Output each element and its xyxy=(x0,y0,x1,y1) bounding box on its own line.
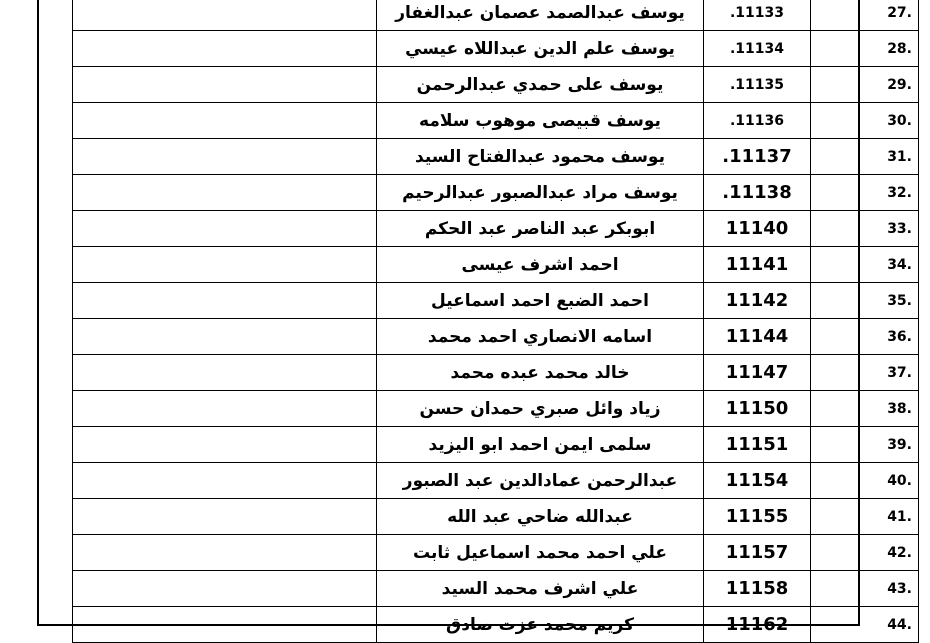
student-name-cell xyxy=(377,535,704,571)
student-id-cell xyxy=(704,247,811,283)
row-number-cell xyxy=(811,31,919,67)
table-row xyxy=(73,31,919,67)
blank-cell xyxy=(73,139,377,175)
student-id-cell xyxy=(704,211,811,247)
student-name: اسامه الانصاري احمد محمد xyxy=(427,326,653,347)
student-name-cell xyxy=(377,391,704,427)
table-row xyxy=(73,535,919,571)
blank-cell xyxy=(73,571,377,607)
row-number-cell xyxy=(811,0,919,31)
roster-body xyxy=(73,0,919,643)
row-number-cell xyxy=(811,535,919,571)
student-name: خالد محمد عبده محمد xyxy=(450,362,630,383)
blank-cell xyxy=(73,67,377,103)
student-name: يوسف محمود عبدالفتاح السيد xyxy=(415,146,665,167)
row-number: 35. xyxy=(887,292,912,309)
student-id-cell xyxy=(704,355,811,391)
row-number: 42. xyxy=(887,544,912,561)
blank-cell xyxy=(73,211,377,247)
row-number: 34. xyxy=(887,256,912,273)
student-id-cell xyxy=(704,175,811,211)
blank-cell xyxy=(73,31,377,67)
student-name: احمد اشرف عيسى xyxy=(461,254,619,275)
row-number-cell xyxy=(811,463,919,499)
row-number: 43. xyxy=(887,580,912,597)
row-number-cell xyxy=(811,175,919,211)
row-number-cell xyxy=(811,67,919,103)
blank-cell xyxy=(73,0,377,31)
table-row xyxy=(73,571,919,607)
row-number: 41. xyxy=(887,508,912,525)
student-name: عبدالله ضاحي عبد الله xyxy=(447,506,633,527)
row-number: 31. xyxy=(887,148,912,165)
student-name-cell xyxy=(377,139,704,175)
blank-cell xyxy=(73,607,377,643)
blank-cell xyxy=(73,319,377,355)
row-number: 36. xyxy=(887,328,912,345)
row-number: 37. xyxy=(887,364,912,381)
student-name: كريم محمد عزت صادق xyxy=(446,614,634,635)
student-name-cell xyxy=(377,571,704,607)
student-name-cell xyxy=(377,355,704,391)
student-name: سلمى ايمن احمد ابو اليزيد xyxy=(428,434,652,455)
student-id-cell xyxy=(704,319,811,355)
student-name: علي اشرف محمد السيد xyxy=(441,578,639,599)
student-id-cell xyxy=(704,571,811,607)
row-number-cell xyxy=(811,427,919,463)
row-number: 33. xyxy=(887,220,912,237)
student-id-cell xyxy=(704,463,811,499)
student-name: يوسف عبدالصمد عصمان عبدالغفار xyxy=(395,2,685,23)
table-row xyxy=(73,607,919,643)
row-number-cell xyxy=(811,211,919,247)
student-name-cell xyxy=(377,31,704,67)
table-row xyxy=(73,283,919,319)
student-id-cell xyxy=(704,103,811,139)
student-id: 11142 xyxy=(725,290,789,311)
student-name-cell xyxy=(377,67,704,103)
student-id: 11157 xyxy=(725,542,789,563)
table-row xyxy=(73,427,919,463)
row-number-cell xyxy=(811,391,919,427)
student-name: يوسف علم الدين عبداللاه عيسي xyxy=(405,38,675,59)
student-name-cell xyxy=(377,211,704,247)
student-name-cell xyxy=(377,283,704,319)
student-name-cell xyxy=(377,319,704,355)
row-number: 29. xyxy=(887,76,912,93)
student-name-cell xyxy=(377,103,704,139)
table-row xyxy=(73,391,919,427)
row-number-cell xyxy=(811,139,919,175)
student-name-cell xyxy=(377,427,704,463)
row-number: 32. xyxy=(887,184,912,201)
row-number: 39. xyxy=(887,436,912,453)
student-id: 11151 xyxy=(725,434,789,455)
blank-cell xyxy=(73,175,377,211)
table-row xyxy=(73,103,919,139)
student-id: .11138 xyxy=(722,182,792,203)
table-row xyxy=(73,67,919,103)
student-id: 11158 xyxy=(725,578,789,599)
student-name: يوسف على حمدي عبدالرحمن xyxy=(416,74,664,95)
row-number-cell xyxy=(811,319,919,355)
student-id: .11135 xyxy=(729,76,785,93)
student-name: يوسف مراد عبدالصبور عبدالرحيم xyxy=(402,182,678,203)
student-id: 11154 xyxy=(725,470,789,491)
student-name: يوسف قبيصى موهوب سلامه xyxy=(419,110,661,131)
student-name: احمد الضبع احمد اسماعيل xyxy=(431,290,649,311)
student-id-cell xyxy=(704,535,811,571)
row-number-cell xyxy=(811,247,919,283)
row-number: 44. xyxy=(887,616,912,633)
student-name: عبدالرحمن عمادالدين عبد الصبور xyxy=(402,470,678,491)
table-row xyxy=(73,319,919,355)
student-id-cell xyxy=(704,283,811,319)
student-name: زياد وائل صبري حمدان حسن xyxy=(419,398,661,419)
table-row xyxy=(73,0,919,31)
student-roster-table xyxy=(72,0,919,643)
student-name-cell xyxy=(377,0,704,31)
row-number-cell xyxy=(811,355,919,391)
student-id: .11137 xyxy=(722,146,792,167)
student-name-cell xyxy=(377,463,704,499)
student-name-cell xyxy=(377,247,704,283)
student-id-cell xyxy=(704,391,811,427)
blank-cell xyxy=(73,391,377,427)
student-id-cell xyxy=(704,499,811,535)
student-id-cell xyxy=(704,0,811,31)
blank-cell xyxy=(73,427,377,463)
table-row xyxy=(73,211,919,247)
table-row xyxy=(73,355,919,391)
blank-cell xyxy=(73,283,377,319)
student-id-cell xyxy=(704,139,811,175)
table-row xyxy=(73,139,919,175)
student-id: 11147 xyxy=(725,362,789,383)
student-name: ابوبكر عبد الناصر عبد الحكم xyxy=(424,218,656,239)
table-row xyxy=(73,247,919,283)
student-id-cell xyxy=(704,31,811,67)
table-row xyxy=(73,499,919,535)
row-number-cell xyxy=(811,283,919,319)
row-number: 28. xyxy=(887,40,912,57)
student-id-cell xyxy=(704,607,811,643)
row-number-cell xyxy=(811,607,919,643)
student-id: 11144 xyxy=(725,326,789,347)
student-id: 11150 xyxy=(725,398,789,419)
row-number: 40. xyxy=(887,472,912,489)
student-id-cell xyxy=(704,67,811,103)
blank-cell xyxy=(73,499,377,535)
row-number-cell xyxy=(811,499,919,535)
table-row xyxy=(73,175,919,211)
student-id: 11141 xyxy=(725,254,789,275)
student-name-cell xyxy=(377,175,704,211)
blank-cell xyxy=(73,463,377,499)
student-id: 11140 xyxy=(725,218,789,239)
student-id-cell xyxy=(704,427,811,463)
student-name-cell xyxy=(377,499,704,535)
blank-cell xyxy=(73,355,377,391)
row-number-cell xyxy=(811,103,919,139)
blank-cell xyxy=(73,535,377,571)
row-number: 27. xyxy=(887,4,912,21)
student-id: .11133 xyxy=(729,4,785,21)
blank-cell xyxy=(73,247,377,283)
student-name-cell xyxy=(377,607,704,643)
student-id: .11134 xyxy=(729,40,785,57)
student-name: علي احمد محمد اسماعيل ثابت xyxy=(413,542,667,563)
row-number: 30. xyxy=(887,112,912,129)
student-id: 11162 xyxy=(725,614,789,635)
row-number-cell xyxy=(811,571,919,607)
row-number: 38. xyxy=(887,400,912,417)
student-id: .11136 xyxy=(729,112,785,129)
student-id: 11155 xyxy=(725,506,789,527)
blank-cell xyxy=(73,103,377,139)
table-row xyxy=(73,463,919,499)
